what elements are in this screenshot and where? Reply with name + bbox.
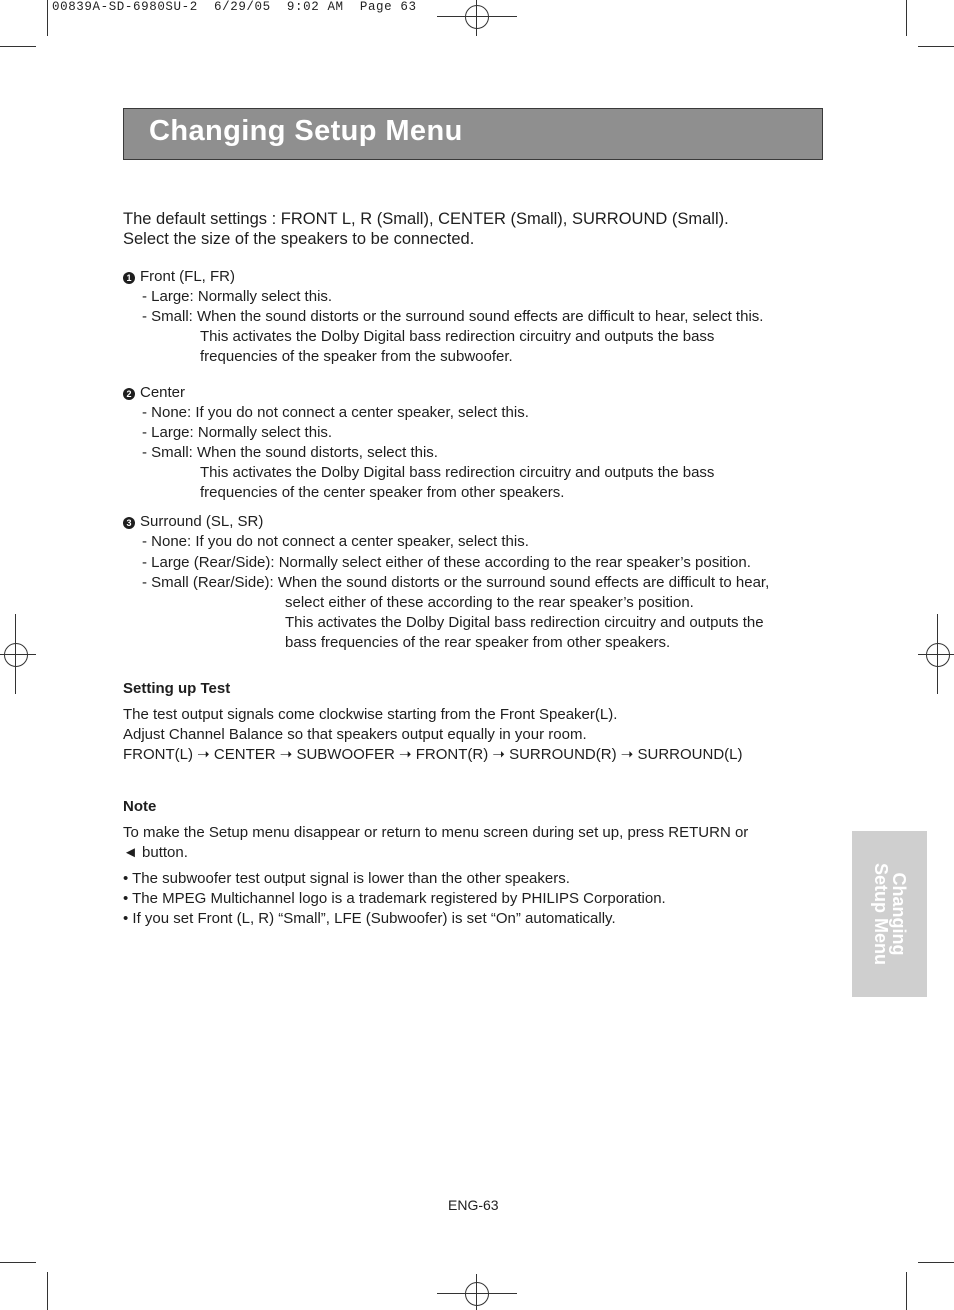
- surround-small: - Small (Rear/Side): When the sound distorts or the surround sound effects are difficult to hear,: [142, 574, 770, 591]
- registration-mark: [4, 643, 28, 667]
- center-small-detail: frequencies of the center speaker from other speakers.: [200, 484, 565, 501]
- crop-mark: [918, 46, 954, 47]
- side-tab-line: Changing: [888, 872, 909, 956]
- registration-mark: [926, 643, 950, 667]
- front-heading-label: Front (FL, FR): [140, 268, 236, 285]
- note-bullet: • The MPEG Multichannel logo is a trademark registered by PHILIPS Corporation.: [123, 890, 666, 907]
- crop-mark: [906, 1272, 907, 1310]
- page-number: ENG-63: [448, 1197, 499, 1213]
- note-bullet: • If you set Front (L, R) “Small”, LFE (Subwoofer) is set “On” automatically.: [123, 910, 616, 927]
- test-heading: Setting up Test: [123, 680, 231, 697]
- intro-select-size: Select the size of the speakers to be connected.: [123, 230, 475, 248]
- center-heading-label: Center: [140, 384, 186, 401]
- surround-small-detail: This activates the Dolby Digital bass redirection circuitry and outputs the: [285, 614, 764, 631]
- center-heading: [123, 383, 185, 403]
- surround-small-detail: select either of these according to the rear speaker’s position.: [285, 594, 694, 611]
- test-text: The test output signals come clockwise starting from the Front Speaker(L).: [123, 706, 618, 723]
- front-heading: [123, 267, 235, 287]
- front-small-detail: frequencies of the speaker from the subwoofer.: [200, 348, 513, 365]
- test-sequence: FRONT(L) ➝ CENTER ➝ SUBWOOFER ➝ FRONT(R) ➝ SURROUND(R) ➝ SURROUND(L): [123, 746, 743, 763]
- title-bar: [123, 108, 823, 160]
- crop-mark: [47, 1272, 48, 1310]
- intro-default-settings: The default settings : FRONT L, R (Small), CENTER (Small), SURROUND (Small).: [123, 210, 729, 228]
- front-small: - Small: When the sound distorts or the surround sound effects are difficult to hear, select this.: [142, 308, 764, 325]
- center-large: - Large: Normally select this.: [142, 424, 333, 441]
- step-number-badge: 2: [123, 388, 135, 400]
- surround-large: - Large (Rear/Side): Normally select either of these according to the rear speaker’s position.: [142, 554, 751, 571]
- crop-mark: [906, 0, 907, 36]
- crop-mark: [47, 0, 48, 36]
- print-header: 00839A-SD-6980SU-2 6/29/05 9:02 AM Page 63: [52, 0, 417, 14]
- surround-heading: [123, 512, 263, 532]
- note-heading: Note: [123, 798, 157, 815]
- section-side-tab-label: [872, 863, 908, 965]
- registration-mark: [465, 5, 489, 29]
- center-small: - Small: When the sound distorts, select this.: [142, 444, 438, 461]
- side-tab-line: Setup Menu: [870, 863, 891, 965]
- front-large: - Large: Normally select this.: [142, 288, 333, 305]
- note-text: ◄ button.: [123, 844, 188, 861]
- step-number-badge: 3: [123, 517, 135, 529]
- crop-mark: [0, 1262, 36, 1263]
- section-side-tab: [852, 831, 927, 997]
- surround-heading-label: Surround (SL, SR): [140, 513, 264, 530]
- surround-none: - None: If you do not connect a center speaker, select this.: [142, 533, 529, 550]
- note-text: To make the Setup menu disappear or return to menu screen during set up, press RETURN or: [123, 824, 749, 841]
- center-none: - None: If you do not connect a center speaker, select this.: [142, 404, 529, 421]
- step-number-badge: 1: [123, 272, 135, 284]
- registration-mark: [465, 1282, 489, 1306]
- crop-mark: [0, 46, 36, 47]
- note-bullet: • The subwoofer test output signal is lower than the other speakers.: [123, 870, 570, 887]
- crop-mark: [918, 1262, 954, 1263]
- front-small-detail: This activates the Dolby Digital bass redirection circuitry and outputs the bass: [200, 328, 715, 345]
- surround-small-detail: bass frequencies of the rear speaker from other speakers.: [285, 634, 671, 651]
- page-title: Changing Setup Menu: [149, 115, 463, 147]
- test-text: Adjust Channel Balance so that speakers output equally in your room.: [123, 726, 587, 743]
- center-small-detail: This activates the Dolby Digital bass redirection circuitry and outputs the bass: [200, 464, 715, 481]
